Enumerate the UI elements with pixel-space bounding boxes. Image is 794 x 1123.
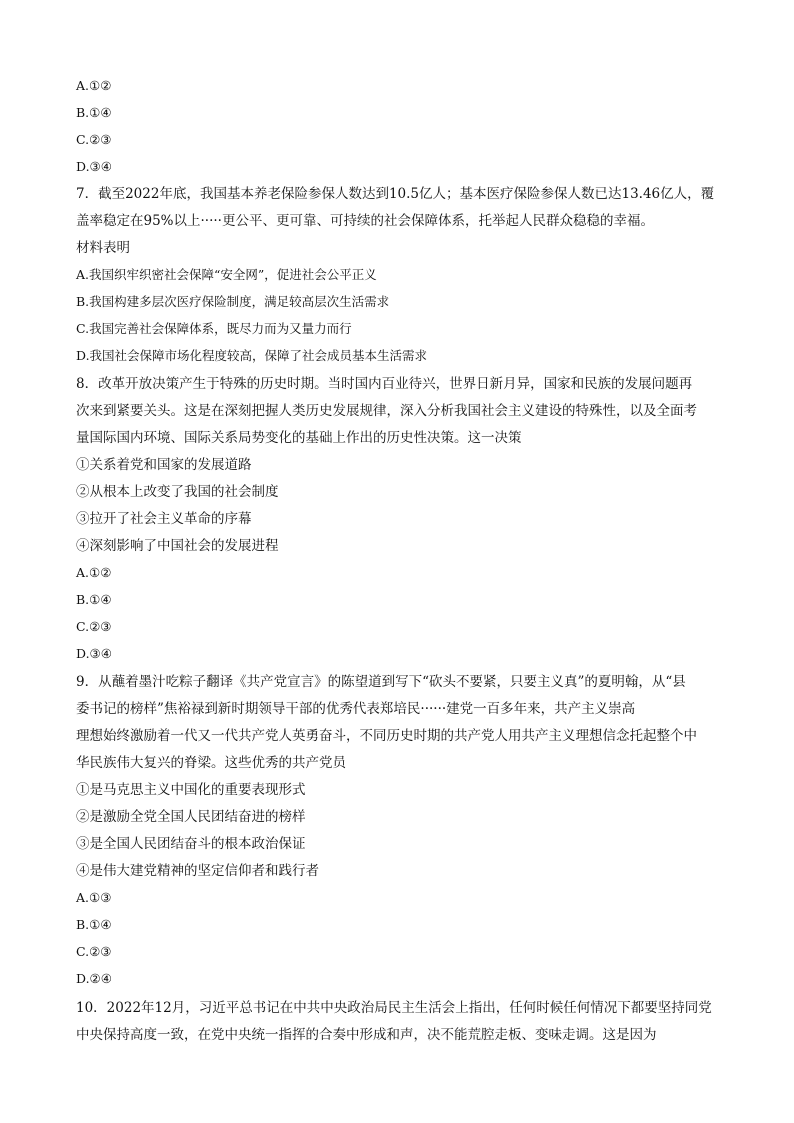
q7-option-a: A.我国织牢织密社会保障“安全网”，促进社会公平正义 — [76, 267, 377, 282]
q9-stem-line: 理想始终激励着一代又一代共产党人英勇奋斗，不同历史时期的共产党人用共产主义理想信念托起整个中 — [76, 728, 697, 744]
q9-item-2: ②是激励全党全国人民团结奋进的榜样 — [76, 809, 306, 825]
q8-stem-line: 次来到紧要关头。这是在深刻把握人类历史发展规律，深入分析我国社会主义建设的特殊性，以及全面考 — [76, 403, 697, 419]
q8-item-2: ②从根本上改变了我国的社会制度 — [76, 484, 279, 500]
q9-item-4: ④是伟大建党精神的坚定信仰者和践行者 — [76, 863, 319, 879]
q7-stem-line: 盖率稳定在95%以上·····更公平、更可靠、可持续的社会保障体系，托举起人民群众稳稳的幸福。 — [76, 213, 654, 229]
q9-item-3: ③是全国人民团结奋斗的根本政治保证 — [76, 836, 306, 852]
q9-item-1: ①是马克思主义中国化的重要表现形式 — [76, 782, 306, 798]
q8-item-3: ③拉开了社会主义革命的序幕 — [76, 511, 252, 527]
q7-option-b: B.我国构建多层次医疗保险制度，满足较高层次生活需求 — [76, 294, 390, 309]
q8-item-4: ④深刻影响了中国社会的发展进程 — [76, 538, 279, 554]
q8-stem-line: 量国际国内环境、国际关系局势变化的基础上作出的历史性决策。这一决策 — [76, 430, 522, 446]
q8-option-b: B.①④ — [76, 592, 112, 607]
q8-option-c: C.②③ — [76, 619, 112, 634]
q9-option-c: C.②③ — [76, 944, 112, 959]
q8-option-a: A.①② — [76, 565, 112, 580]
q7-option-d: D.我国社会保障市场化程度较高，保障了社会成员基本生活需求 — [76, 348, 428, 363]
q6-option-c: C.②③ — [76, 132, 112, 147]
q6-option-b: B.①④ — [76, 105, 112, 120]
q8-option-d: D.③④ — [76, 646, 112, 661]
q7-stem-line: 7．截至2022年底，我国基本养老保险参保人数达到10.5亿人；基本医疗保险参保人数已达13.46亿人，覆 — [76, 186, 715, 202]
q10-stem-line: 10．2022年12月，习近平总书记在中共中央政治局民主生活会上指出，任何时候任何情况下都要坚持同党 — [76, 1000, 712, 1016]
q7-stem-line: 材料表明 — [76, 240, 130, 256]
q6-option-a: A.①② — [76, 78, 112, 93]
q9-option-b: B.①④ — [76, 917, 112, 932]
q10-stem-line: 中央保持高度一致，在党中央统一指挥的合奏中形成和声，决不能荒腔走板、变味走调。这是因为 — [76, 1027, 657, 1043]
q9-stem-line: 9．从蘸着墨汁吃粽子翻译《共产党宣言》的陈望道到写下“砍头不要紧，只要主义真”的夏明翰，从“县 — [76, 674, 686, 690]
q9-stem-line: 委书记的榜样”焦裕禄到新时期领导干部的优秀代表郑培民······建党一百多年来，共产主义崇高 — [76, 701, 636, 717]
q9-stem-line: 华民族伟大复兴的脊梁。这些优秀的共产党员 — [76, 755, 346, 771]
q8-stem-line: 8．改革开放决策产生于特殊的历史时期。当时国内百业待兴，世界日新月异，国家和民族的发展问题再 — [76, 376, 693, 392]
q8-item-1: ①关系着党和国家的发展道路 — [76, 457, 252, 473]
q6-option-d: D.③④ — [76, 159, 112, 174]
q9-option-a: A.①③ — [76, 890, 112, 905]
q7-option-c: C.我国完善社会保障体系，既尽力而为又量力而行 — [76, 321, 352, 336]
q9-option-d: D.②④ — [76, 971, 112, 986]
